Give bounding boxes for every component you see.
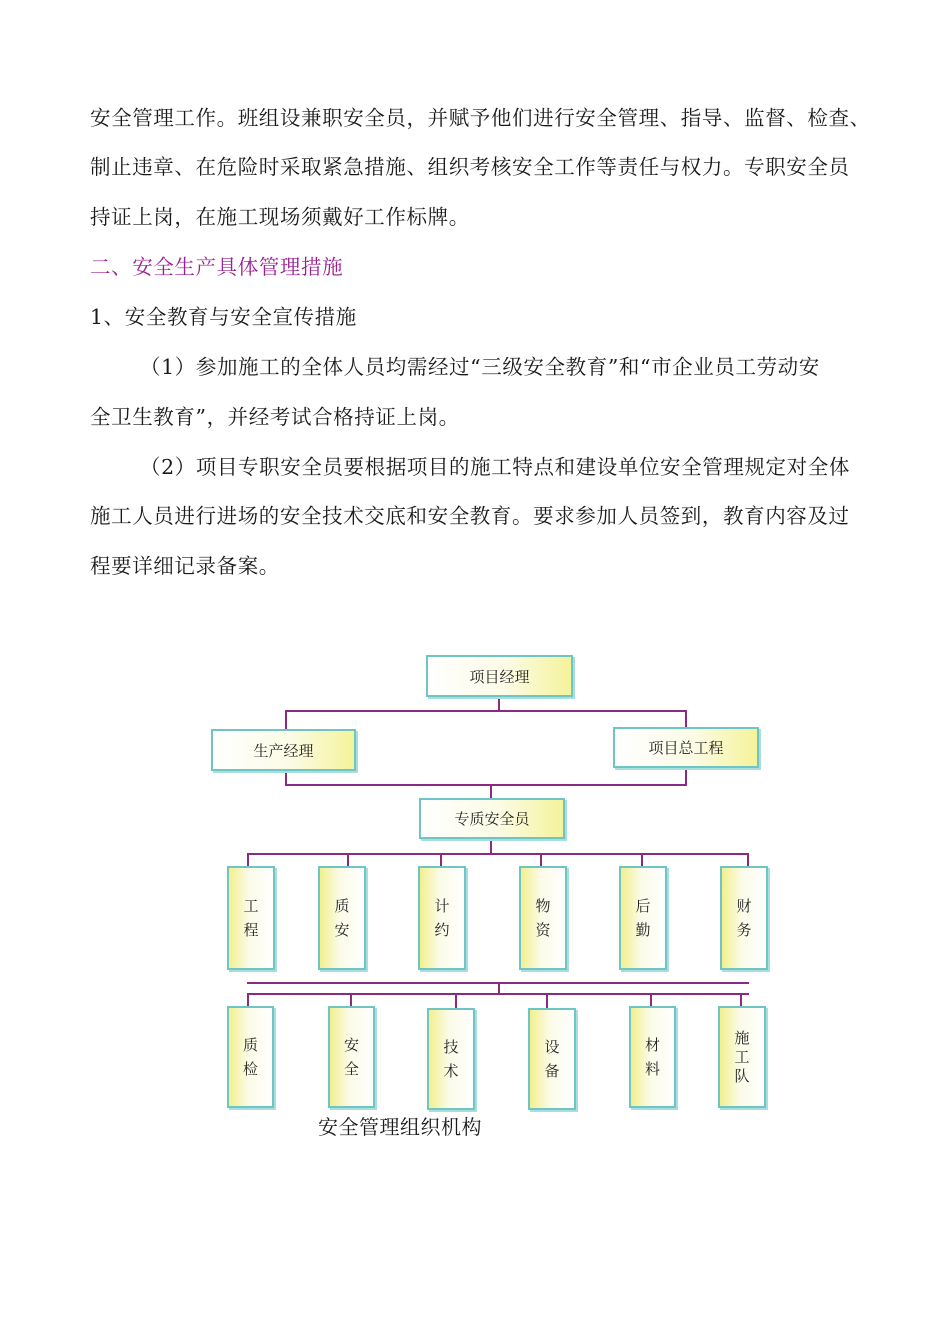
org-node-dept — [227, 866, 275, 970]
connector-line — [285, 710, 687, 712]
org-node-char: 后 — [635, 897, 651, 915]
connector-line — [455, 993, 457, 1009]
org-node-team — [718, 1006, 766, 1108]
connector-line — [740, 993, 742, 1007]
connector-line — [440, 853, 442, 867]
org-node-char: 工 — [734, 1047, 750, 1066]
connector-line — [247, 853, 249, 867]
org-node-char: 勤 — [635, 921, 651, 939]
org-node-dept — [720, 866, 768, 970]
org-node-label: 项目经理 — [469, 667, 530, 686]
connector-line — [490, 838, 492, 854]
paragraph-line: （1）参加施工的全体人员均需经过“三级安全教育”和“市企业员工劳动安 — [140, 355, 820, 379]
org-node-team — [427, 1008, 475, 1110]
org-node-team — [528, 1008, 576, 1110]
org-node-char: 计 — [434, 897, 450, 915]
org-node-team — [227, 1006, 274, 1108]
org-node-char: 施 — [734, 1028, 750, 1047]
org-node-char: 程 — [243, 921, 259, 939]
chart-caption: 安全管理组织机构 — [318, 1115, 482, 1139]
org-node-char: 资 — [535, 921, 551, 939]
org-node-char: 备 — [544, 1062, 560, 1080]
org-node-char: 术 — [443, 1062, 459, 1080]
org-node-char: 队 — [734, 1066, 750, 1085]
org-node-label: 专质安全员 — [454, 810, 530, 828]
org-node-char: 财 — [736, 897, 752, 915]
org-node-char: 安 — [334, 921, 350, 939]
connector-line — [650, 993, 652, 1007]
org-node-char: 设 — [544, 1038, 560, 1056]
paragraph-line: （2）项目专职安全员要根据项目的施工特点和建设单位安全管理规定对全体 — [140, 455, 850, 479]
org-node-char: 质 — [242, 1036, 258, 1054]
org-node-char: 工 — [243, 897, 259, 915]
connector-line — [347, 853, 349, 867]
org-node-team — [629, 1006, 676, 1108]
section-heading: 二、安全生产具体管理措施 — [90, 255, 344, 279]
connector-line — [747, 853, 749, 867]
org-node-dept — [418, 866, 466, 970]
org-node-char: 料 — [644, 1060, 660, 1078]
org-node-char: 材 — [644, 1036, 660, 1054]
org-node-production-manager — [211, 729, 356, 771]
org-node-project-manager — [426, 655, 573, 697]
org-node-char: 务 — [736, 921, 752, 939]
org-node-char: 全 — [343, 1060, 359, 1078]
paragraph-line: 程要详细记录备案。 — [90, 554, 280, 578]
connector-line — [498, 697, 500, 711]
connector-line — [350, 993, 352, 1007]
org-node-char: 技 — [443, 1038, 459, 1056]
connector-line — [641, 853, 643, 867]
org-node-dept — [619, 866, 667, 970]
paragraph-line: 制止违章、在危险时采取紧急措施、组织考核安全工作等责任与权力。专职安全员 — [90, 155, 850, 179]
org-node-label: 生产经理 — [253, 741, 314, 760]
paragraph-line: 全卫生教育”，并经考试合格持证上岗。 — [90, 405, 460, 429]
org-node-label: 项目总工程 — [648, 739, 724, 757]
connector-line — [685, 710, 687, 728]
connector-line — [247, 993, 249, 1007]
connector-line — [285, 784, 687, 786]
subsection-heading: 1、安全教育与安全宣传措施 — [90, 305, 357, 329]
connector-line — [285, 710, 287, 730]
org-node-dept — [318, 866, 366, 970]
connector-line — [540, 853, 542, 867]
org-node-safety-officer — [419, 798, 565, 839]
paragraph-line: 施工人员进行进场的安全技术交底和安全教育。要求参加人员签到，教育内容及过 — [90, 504, 850, 528]
paragraph-line: 安全管理工作。班组设兼职安全员，并赋予他们进行安全管理、指导、监督、检查、 — [90, 106, 871, 130]
connector-line — [546, 993, 548, 1009]
org-node-char: 物 — [535, 897, 551, 915]
org-node-char: 质 — [334, 897, 350, 915]
connector-line — [490, 784, 492, 798]
paragraph-line: 持证上岗，在施工现场须戴好工作标牌。 — [90, 205, 470, 229]
org-node-team — [328, 1006, 375, 1108]
connector-line — [247, 853, 749, 855]
connector-line — [685, 766, 687, 785]
org-node-char: 约 — [434, 921, 450, 939]
org-node-chief-engineer — [613, 727, 759, 768]
org-node-char: 检 — [242, 1060, 258, 1078]
connector-line — [247, 993, 749, 995]
org-node-dept — [519, 866, 567, 970]
org-node-char: 安 — [343, 1036, 359, 1054]
